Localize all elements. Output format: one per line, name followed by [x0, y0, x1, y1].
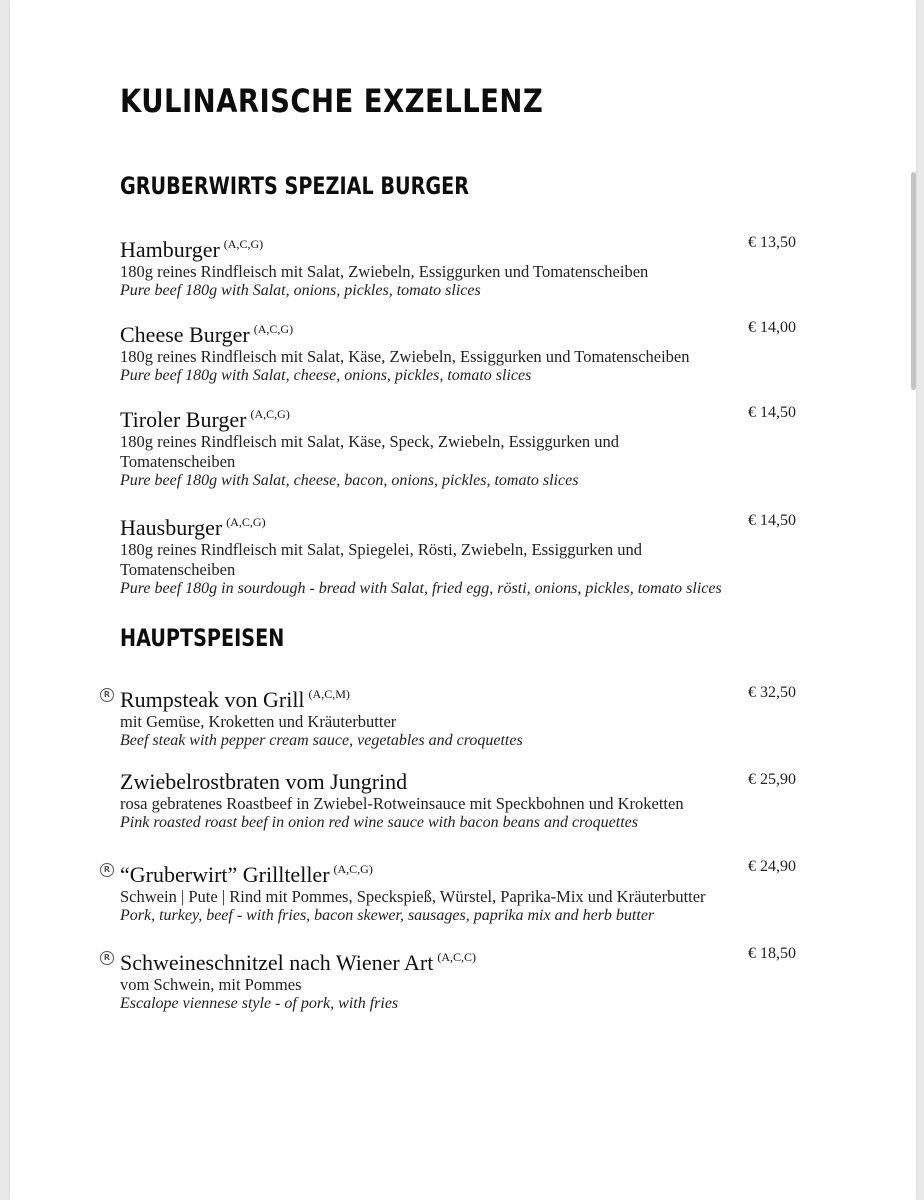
description-german: 180g reines Rindfleisch mit Salat, Käse, Speck, Zwiebeln, Essiggurken und Tomatenscheiben — [120, 432, 620, 471]
menu-item — [120, 232, 840, 300]
description-german: 180g reines Rindfleisch mit Salat, Zwiebeln, Essiggurken und Tomatenscheiben — [120, 262, 649, 281]
item-name: Tiroler Burger — [120, 407, 247, 432]
description-german: rosa gebratenes Roastbeef in Zwiebel-Rotweinsauce mit Speckbohnen und Kroketten — [120, 794, 684, 813]
menu-item — [120, 510, 840, 598]
item-name: Cheese Burger — [120, 322, 250, 347]
item-price: € 24,90 — [748, 858, 796, 875]
description-english: Escalope viennese style - of pork, with fries — [120, 995, 399, 1012]
description-german: mit Gemüse, Kroketten und Kräuterbutter — [120, 712, 397, 731]
item-name: Rumpsteak von Grill — [120, 687, 305, 712]
regional-badge-icon: R — [100, 863, 114, 877]
item-price: € 13,50 — [748, 234, 796, 251]
scrollbar-thumb[interactable] — [911, 172, 916, 390]
regional-badge-icon: R — [100, 688, 114, 702]
menu-item — [120, 682, 840, 750]
allergen-codes: (A,C,M) — [308, 687, 350, 701]
description-english: Pure beef 180g with Salat, cheese, onions, pickles, tomato slices — [120, 367, 532, 384]
item-price: € 14,50 — [748, 512, 796, 529]
description-english: Pure beef 180g in sourdough - bread with Salat, fried egg, rösti, onions, pickles, tomato slices — [120, 580, 722, 597]
menu-item — [120, 857, 840, 925]
allergen-codes: (A,C,G) — [250, 407, 290, 421]
item-name: “Gruberwirt” Grillteller — [120, 862, 330, 887]
description-english: Pink roasted roast beef in onion red wine sauce with bacon beans and croquettes — [120, 814, 638, 831]
item-price: € 25,90 — [748, 771, 796, 788]
description-german: Schwein | Pute | Rind mit Pommes, Speckspieß, Würstel, Paprika-Mix und Kräuterbutter — [120, 887, 706, 906]
description-english: Pure beef 180g with Salat, onions, pickles, tomato slices — [120, 282, 481, 299]
description-german: 180g reines Rindfleisch mit Salat, Spiegelei, Rösti, Zwiebeln, Essiggurken und Tomatenscheiben — [120, 540, 642, 579]
description-english: Pure beef 180g with Salat, cheese, bacon, onions, pickles, tomato slices — [120, 472, 579, 489]
item-name: Zwiebelrostbraten vom Jungrind — [120, 769, 408, 794]
allergen-codes: (A,C,G) — [253, 322, 294, 336]
item-price: € 18,50 — [748, 945, 796, 962]
menu-item — [120, 770, 840, 832]
allergen-codes: (A,C,G) — [223, 237, 264, 251]
item-price: € 32,50 — [748, 684, 796, 701]
allergen-codes: (A,C,C) — [437, 950, 476, 964]
allergen-codes: (A,C,G) — [226, 515, 266, 529]
regional-badge-icon: R — [100, 951, 114, 965]
menu-item — [120, 945, 840, 1013]
menu-item — [120, 317, 840, 385]
section-heading-main-dishes: HAUPTSPEISEN — [120, 624, 285, 652]
allergen-codes: (A,C,G) — [333, 862, 373, 876]
item-name: Schweineschnitzel nach Wiener Art — [120, 950, 434, 975]
menu-page — [10, 0, 916, 1200]
item-name: Hamburger — [120, 237, 220, 262]
description-german: 180g reines Rindfleisch mit Salat, Käse, Zwiebeln, Essiggurken und Tomatenscheiben — [120, 347, 690, 366]
description-english: Beef steak with pepper cream sauce, vegetables and croquettes — [120, 732, 523, 749]
item-price: € 14,50 — [748, 404, 796, 421]
description-english: Pork, turkey, beef - with fries, bacon skewer, sausages, paprika mix and herb butter — [120, 907, 655, 924]
item-name: Hausburger — [120, 515, 223, 540]
item-price: € 14,00 — [748, 319, 796, 336]
description-german: vom Schwein, mit Pommes — [120, 975, 302, 994]
menu-item — [120, 402, 840, 490]
section-heading-burger: GRUBERWIRTS SPEZIAL BURGER — [120, 172, 470, 200]
page-title: KULINARISCHE EXZELLENZ — [120, 82, 544, 120]
